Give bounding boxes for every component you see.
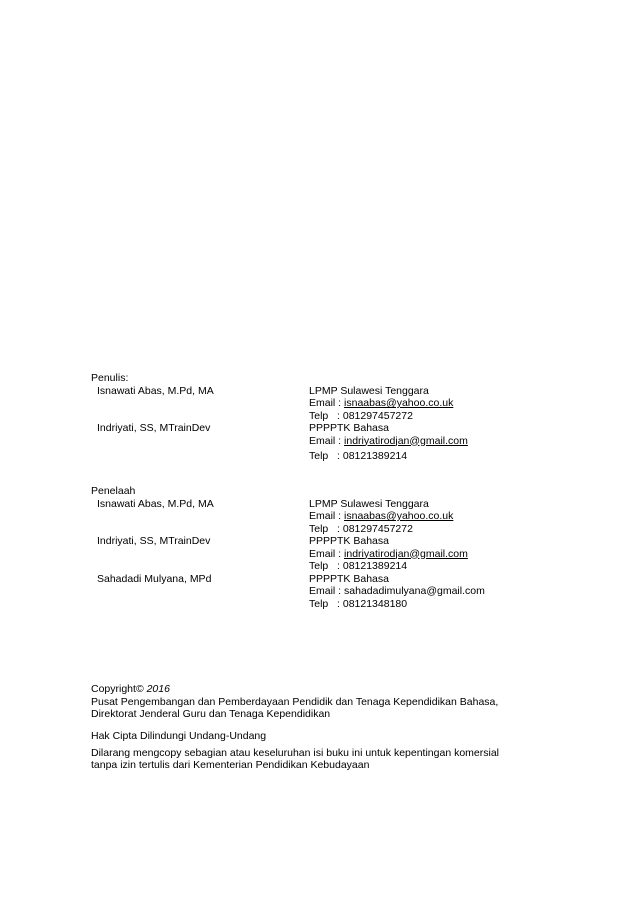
writer-2-telp: Telp : 08121389214: [309, 450, 408, 462]
reviewer-3-email-line: [309, 585, 485, 598]
reviewer-3-name: Sahadadi Mulyana, MPd: [97, 572, 212, 585]
reviewer-2-email-line: [309, 548, 468, 561]
reviewer-3-row-2: [91, 585, 561, 598]
writer-2-row-2: [91, 435, 561, 448]
reviewer-1-row-2: [91, 510, 561, 523]
reviewer-1-name: Isnawati Abas, M.Pd, MA: [97, 497, 214, 510]
writer-1-name: Isnawati Abas, M.Pd, MA: [97, 384, 214, 397]
writer-1-telp: Telp : 081297457272: [309, 409, 413, 422]
copyright-year: 2016: [146, 683, 170, 695]
writer-2-name: Indriyati, SS, MTrainDev: [97, 422, 211, 434]
reviewer-1-email-line: [309, 510, 453, 523]
copyright-publisher-line-2: Direktorat Jenderal Guru dan Tenaga Kependidikan: [91, 708, 331, 720]
reviewer-3-institution: PPPPTK Bahasa: [309, 572, 389, 585]
reviewer-3-email-label: Email :: [309, 585, 345, 597]
writer-2-email-label: Email :: [309, 434, 345, 447]
writer-1-row-2: [91, 397, 561, 410]
writers-heading: Penulis:: [91, 372, 129, 384]
writer-2-row-1: [91, 422, 561, 435]
reviewer-1-row-1: [91, 498, 561, 511]
reviewer-3-telp: Telp : 08121348180: [309, 597, 408, 610]
reviewer-3-row-1: [91, 573, 561, 586]
reviewer-2-name: Indriyati, SS, MTrainDev: [97, 535, 211, 547]
writer-1-email-label: Email :: [309, 397, 345, 409]
copyright-line: [91, 683, 561, 696]
copyright-publisher-line-1: Pusat Pengembangan dan Pemberdayaan Pendidik dan Tenaga Kependidikan Bahasa,: [91, 695, 499, 708]
writer-1-institution: LPMP Sulawesi Tenggara: [309, 384, 429, 397]
reviewer-1-telp: Telp : 081297457272: [309, 522, 413, 535]
rights-section: [91, 730, 561, 772]
reviewer-2-row-2: [91, 548, 561, 561]
reviewer-2-row-1: [91, 535, 561, 548]
writer-1-email-link[interactable]: isnaabas@yahoo.co.uk: [344, 397, 454, 409]
rights-notice-line-2: tanpa izin tertulis dari Kementerian Pendidikan Kebudayaan: [91, 759, 370, 771]
writer-1-row-1: [91, 385, 561, 398]
writer-2-row-3: [91, 450, 561, 463]
reviewer-3-email: sahadadimulyana@gmail.com: [344, 585, 485, 597]
reviewer-1-email-label: Email :: [309, 510, 345, 522]
rights-heading: Hak Cipta Dilindungi Undang-Undang: [91, 730, 267, 742]
reviewer-2-telp: Telp : 08121389214: [309, 560, 408, 572]
copyright-label: Copyright©: [91, 683, 147, 695]
reviewer-1-row-3: [91, 523, 561, 536]
writer-2-email-link[interactable]: indriyatirodjan@gmail.com: [344, 434, 468, 447]
writers-section: [91, 372, 561, 463]
reviewers-section: [91, 485, 561, 610]
reviewer-2-row-3: [91, 560, 561, 573]
reviewer-3-row-3: [91, 598, 561, 611]
writer-2-email-line: [309, 435, 468, 448]
writer-1-row-3: [91, 410, 561, 423]
rights-notice-line-1: Dilarang mengcopy sebagian atau keseluruhan isi buku ini untuk kepentingan komersial: [91, 746, 500, 759]
reviewer-2-institution: PPPPTK Bahasa: [309, 535, 389, 547]
reviewer-2-email-link[interactable]: indriyatirodjan@gmail.com: [344, 547, 468, 560]
writer-1-email-line: [309, 397, 453, 410]
reviewer-2-email-label: Email :: [309, 547, 345, 560]
writer-2-institution: PPPPTK Bahasa: [309, 422, 389, 434]
reviewers-heading: Penelaah: [91, 485, 136, 497]
reviewer-1-institution: LPMP Sulawesi Tenggara: [309, 497, 429, 510]
reviewer-1-email-link[interactable]: isnaabas@yahoo.co.uk: [344, 510, 454, 522]
copyright-section: [91, 683, 561, 721]
